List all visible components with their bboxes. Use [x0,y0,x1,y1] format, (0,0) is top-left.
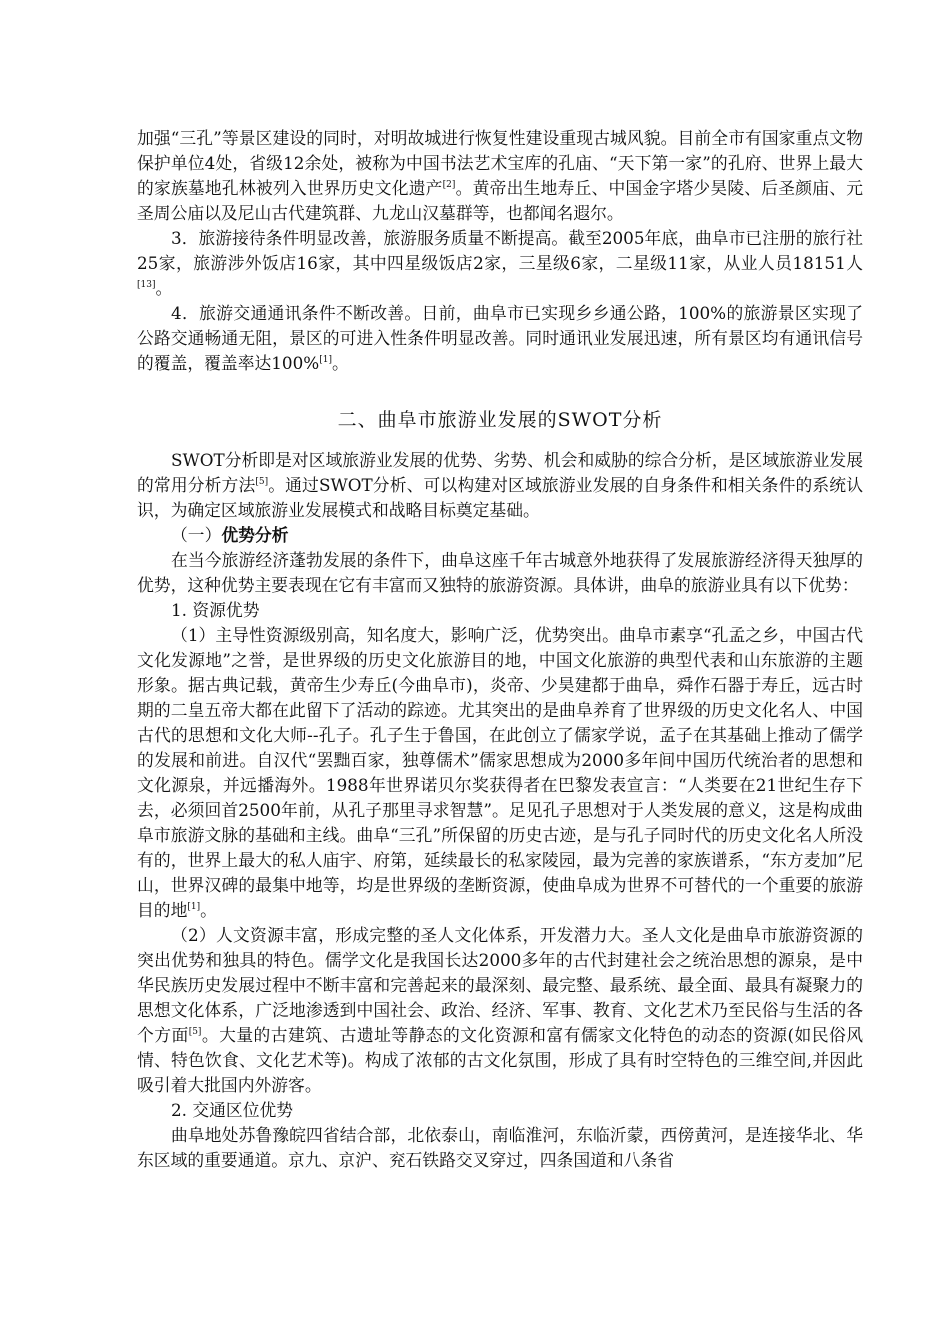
subsection-heading-advantages [137,523,863,548]
paragraph-heritage [137,126,863,226]
paragraph-text: 4．旅游交通通讯条件不断改善。日前，曲阜市已实现乡乡通公路，100%的旅游景区实现了公路交通畅通无阻，景区的可进入性条件明显改善。同时通讯业发展迅速，所有景区均有通讯信号的覆盖，覆盖率达100% [137,303,863,373]
paragraph-resource-2 [137,923,863,1098]
section-title: 二、曲阜市旅游业发展的SWOT分析 [337,409,663,431]
text-block-top [137,126,863,376]
heading-transport-advantage: 2. 交通区位优势 [171,1100,294,1120]
subsection-number: （一） [171,525,222,545]
paragraph-text: 。 [331,353,349,373]
paragraph-resource-1 [137,623,863,923]
paragraph-swot-intro [137,448,863,523]
text-block-swot [137,448,863,1173]
heading-resource-advantage: 1. 资源优势 [171,600,260,620]
paragraph-text: （2）人文资源丰富，形成完整的圣人文化体系，开发潜力大。圣人文化是曲阜市旅游资源的突出优势和独具的特色。儒学文化是我国长达2000多年的古代封建社会之统治思想的源泉，是中华民族历史发展过程中不断丰富和完善起来的最深刻、最完整、最系统、最全面、最具有凝聚力的思想文化体系，广泛地渗透到中国社会、政治、经济、军事、教育、文化艺术乃至民俗与生活的各个方面 [137,925,863,1045]
citation-ref: [1] [319,355,332,365]
paragraph-text: 。 [200,900,217,920]
citation-ref: [13] [137,280,156,290]
subsection-title: 优势分析 [221,525,289,545]
paragraph-text: 。大量的古建筑、古遗址等静态的文化资源和富有儒家文化特色的动态的资源(如民俗风情、特色饮食、文化艺术等)。构成了浓郁的古文化氛围，形成了具有时空特色的三维空间,并因此吸引着大批国内外游客。 [137,1025,863,1095]
paragraph-text: 加强“三孔”等景区建设的同时，对明故城进行恢复性建设重现古城风貌。目前全市有国家重点文物保护单位4处，省级12余处，被称为中国书法艺术宝库的孔庙、“天下第一家”的孔府、世界上最大的家族墓地孔林被列入世界历史文化遗产 [137,128,863,198]
paragraph-text: 。 [155,278,173,298]
citation-ref: [1] [187,902,201,912]
citation-ref: [2] [442,180,456,190]
paragraph-text: （1）主导性资源级别高，知名度大，影响广泛，优势突出。曲阜市素享“孔孟之乡，中国古代文化发源地”之誉，是世界级的历史文化旅游目的地，中国文化旅游的典型代表和山东旅游的主题形象。据古典记载，黄帝生少寿丘(今曲阜市)，炎帝、少昊建都于曲阜，舜作石器于寿丘，远古时期的二皇五帝大都在此留下了活动的踪迹。尤其突出的是曲阜养育了世界级的历史文化名人、中国古代的思想和文化大师--孔子。孔子生于鲁国，在此创立了儒家学说，孟子在其基础上推动了儒学的发展和前进。自汉代“罢黜百家，独尊儒术”儒家思想成为2000多年间中国历代统治者的思想和文化源泉，并远播海外。1988年世界诺贝尔奖获得者在巴黎发表宣言：“人类要在21世纪生存下去，必须回首2500年前，从孔子那里寻求智慧”。足见孔子思想对于人类发展的意义，这是构成曲阜市旅游文脉的基础和主线。曲阜“三孔”所保留的历史古迹，是与孔子同时代的历史文化名人所没有的，世界上最大的私人庙宇、府第，延续最长的私家陵园，最为完善的家族谱系，“东方麦加”尼山，世界汉碑的最集中地等，均是世界级的垄断资源，使曲阜成为世界不可替代的一个重要的旅游目的地 [137,625,863,920]
paragraph-transport-comm [137,301,863,376]
paragraph-text: 。黄帝出生地寿丘、中国金字塔少昊陵、后圣颜庙、元圣周公庙以及尼山古代建筑群、九龙山汉墓群等，也都闻名遐尔。 [137,178,863,223]
paragraph-text: 3．旅游接待条件明显改善，旅游服务质量不断提高。截至2005年底，曲阜市已注册的旅行社25家，旅游涉外饭店16家，其中四星级饭店2家，三星级6家，二星级11家，从业人员18151人 [137,228,863,273]
paragraph-text: 。通过SWOT分析、可以构建对区域旅游业发展的自身条件和相关条件的系统认识，为确定区域旅游业发展模式和战略目标奠定基础。 [137,475,863,520]
citation-ref: [5] [188,1027,202,1037]
paragraph-text: SWOT分析即是对区域旅游业发展的优势、劣势、机会和威胁的综合分析，是区域旅游业发展的常用分析方法 [137,450,863,495]
citation-ref: [5] [255,477,269,487]
paragraph-advantages-intro: 在当今旅游经济蓬勃发展的条件下，曲阜这座千年古城意外地获得了发展旅游经济得天独厚的优势，这种优势主要表现在它有丰富而又独特的旅游资源。具体讲，曲阜的旅游业具有以下优势： [137,550,863,595]
paragraph-reception [137,226,863,301]
paragraph-transport: 曲阜地处苏鲁豫皖四省结合部，北依泰山，南临淮河，东临沂蒙，西傍黄河，是连接华北、华东区域的重要通道。京九、京沪、兖石铁路交叉穿过，四条国道和八条省 [137,1125,863,1170]
